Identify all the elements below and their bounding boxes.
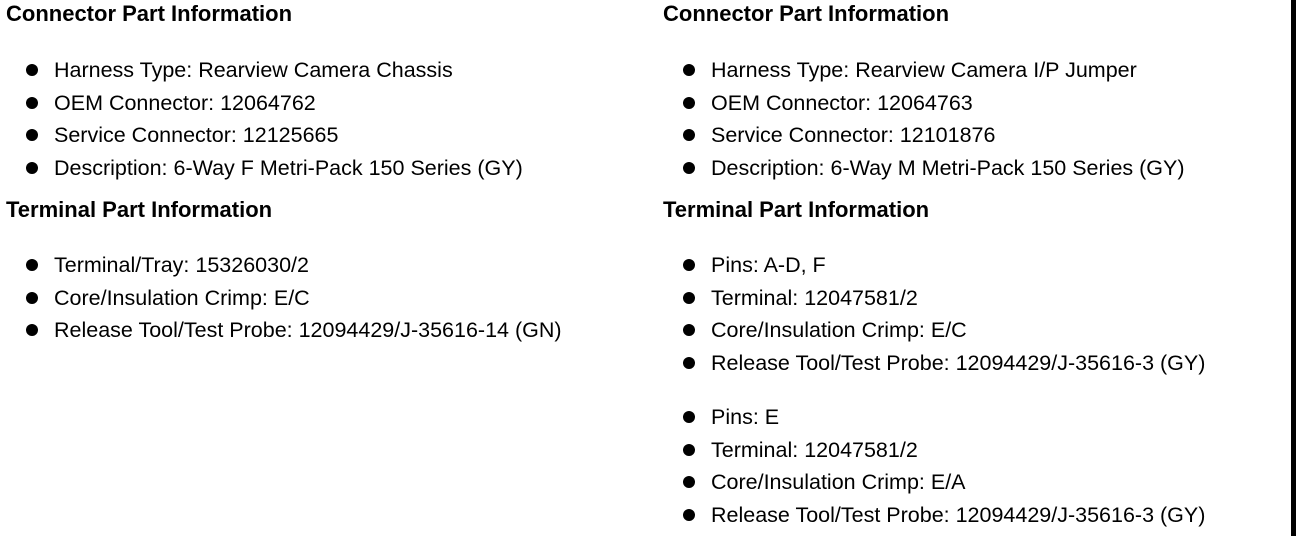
left-harness-type: Harness Type: Rearview Camera Chassis — [6, 54, 523, 87]
right-group2-core-insulation-crimp: Core/Insulation Crimp: E/A — [663, 466, 1205, 499]
right-group2-release-tool-test-probe: Release Tool/Test Probe: 12094429/J-35616-3 (GY) — [663, 499, 1205, 532]
right-oem-connector: OEM Connector: 12064763 — [663, 87, 1185, 120]
right-group2-pins: Pins: E — [663, 401, 1205, 434]
right-service-connector: Service Connector: 12101876 — [663, 119, 1185, 152]
right-connector-part-title: Connector Part Information — [663, 1, 950, 26]
left-description: Description: 6-Way F Metri-Pack 150 Series (GY) — [6, 152, 523, 185]
left-core-insulation-crimp: Core/Insulation Crimp: E/C — [6, 282, 562, 315]
right-description: Description: 6-Way M Metri-Pack 150 Series (GY) — [663, 152, 1185, 185]
right-harness-type: Harness Type: Rearview Camera I/P Jumper — [663, 54, 1185, 87]
left-oem-connector: OEM Connector: 12064762 — [6, 87, 523, 120]
right-terminal-group-1-list — [663, 249, 1205, 380]
left-terminal-tray: Terminal/Tray: 15326030/2 — [6, 249, 562, 282]
left-service-connector: Service Connector: 12125665 — [6, 119, 523, 152]
right-edge-border — [1291, 0, 1296, 536]
left-release-tool-test-probe: Release Tool/Test Probe: 12094429/J-35616-14 (GN) — [6, 314, 562, 347]
right-group2-terminal: Terminal: 12047581/2 — [663, 434, 1205, 467]
left-connector-part-title: Connector Part Information — [6, 1, 293, 26]
right-group1-pins: Pins: A-D, F — [663, 249, 1205, 282]
right-connector-part-list — [663, 54, 1185, 185]
right-terminal-group-2-list — [663, 401, 1205, 532]
right-group1-terminal: Terminal: 12047581/2 — [663, 282, 1205, 315]
right-group1-release-tool-test-probe: Release Tool/Test Probe: 12094429/J-35616-3 (GY) — [663, 347, 1205, 380]
right-terminal-part-title: Terminal Part Information — [663, 197, 930, 222]
right-group1-core-insulation-crimp: Core/Insulation Crimp: E/C — [663, 314, 1205, 347]
left-terminal-part-title: Terminal Part Information — [6, 197, 273, 222]
left-terminal-part-list — [6, 249, 562, 347]
left-connector-part-list — [6, 54, 523, 185]
